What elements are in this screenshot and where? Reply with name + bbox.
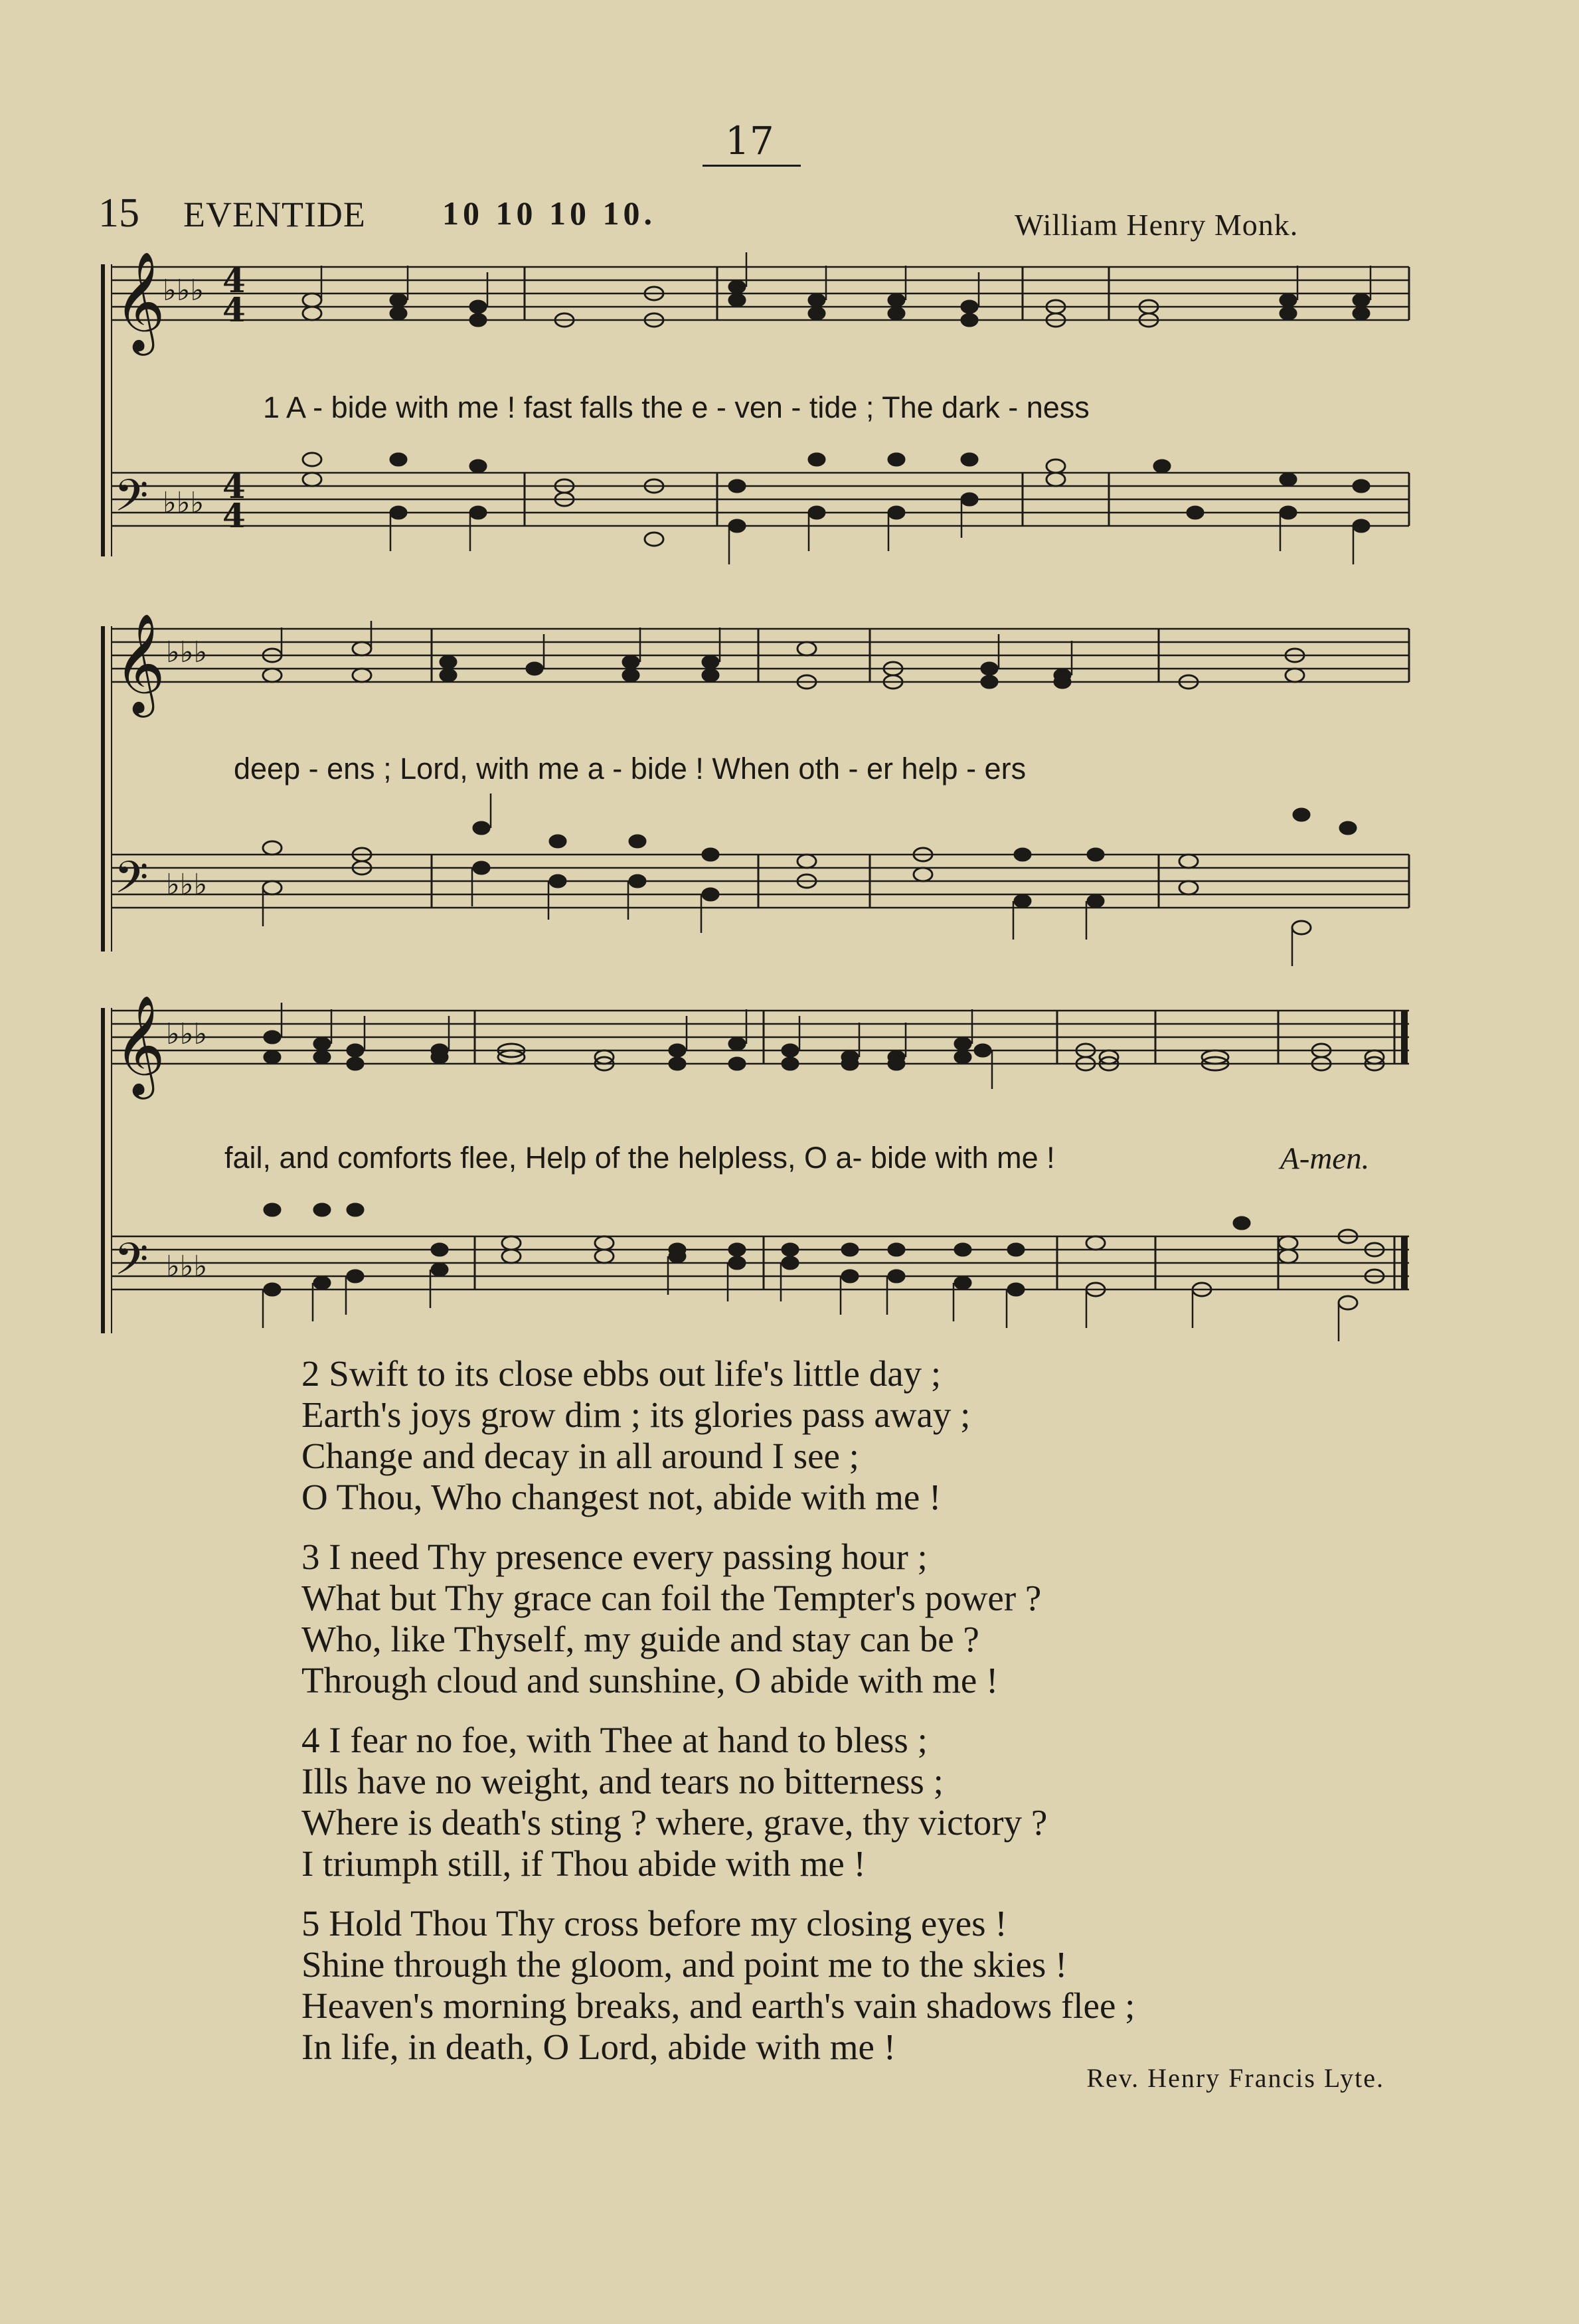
time-signature: 4 <box>222 496 246 535</box>
bass-staff <box>112 473 1409 526</box>
verse-line: Ills have no weight, and tears no bitterness ; <box>301 1761 944 1801</box>
verse-line: 4 I fear no foe, with Thee at hand to bless ; <box>301 1720 928 1760</box>
verse-line: Shine through the gloom, and point me to the skies ! <box>301 1944 1068 1985</box>
bass-staff <box>112 855 1409 908</box>
lyric-line-2: deep - ens ; Lord, with me a - bide ! When oth - er help - ers <box>234 752 1027 786</box>
time-signature: 4 <box>222 290 246 329</box>
key-signature-flats: ♭♭♭ <box>166 1017 208 1051</box>
verses <box>301 1353 1135 2086</box>
composer: William Henry Monk. <box>1015 208 1299 242</box>
hymn-number: 15 <box>98 191 139 236</box>
treble-clef-icon: 𝄞 <box>114 612 165 713</box>
verse-line: 2 Swift to its close ebbs out life's little day ; <box>301 1353 942 1394</box>
verse-line: What but Thy grace can foil the Tempter's power ? <box>301 1578 1042 1618</box>
lyric-line-3: fail, and comforts flee, Help of the helpless, O a- bide with me ! <box>224 1141 1055 1175</box>
page-number: 17 <box>725 118 774 163</box>
system-brace <box>101 626 112 952</box>
author: Rev. Henry Francis Lyte. <box>1086 2063 1384 2093</box>
verse-line: In life, in death, O Lord, abide with me ! <box>301 2027 896 2067</box>
bass-staff <box>112 1236 1409 1289</box>
verse-line: Where is death's sting ? where, grave, thy victory ? <box>301 1802 1048 1843</box>
verse-line: Who, like Thyself, my guide and stay can be ? <box>301 1619 979 1659</box>
score-system-2 <box>100 601 1428 973</box>
notes <box>263 642 1356 934</box>
final-barline <box>1401 1011 1408 1289</box>
time-signature: 4 <box>222 467 246 506</box>
verse-line: I triumph still, if Thou abide with me ! <box>301 1843 866 1884</box>
treble-staff <box>112 267 1409 320</box>
treble-clef-icon: 𝄞 <box>114 252 165 351</box>
time-signature: 4 <box>222 261 246 300</box>
verse-line: Change and decay in all around I see ; <box>301 1436 859 1476</box>
treble-staff <box>112 629 1409 682</box>
lyric-line-1: 1 A - bide with me ! fast falls the e - ven - tide ; The dark - ness <box>263 390 1090 424</box>
key-signature-flats: ♭♭♭ <box>163 274 205 307</box>
meter: 10 10 10 10. <box>442 195 656 232</box>
verse-line: 3 I need Thy presence every passing hour ; <box>301 1536 928 1577</box>
verse-3 <box>301 1536 1135 1701</box>
system-brace <box>101 1008 112 1333</box>
verse-line: 5 Hold Thou Thy cross before my closing eyes ! <box>301 1903 1007 1944</box>
verse-line: Earth's joys grow dim ; its glories pass away ; <box>301 1394 971 1435</box>
page-number-rule <box>703 165 801 167</box>
system-brace <box>101 264 112 556</box>
verse-line: Heaven's morning breaks, and earth's vain shadows flee ; <box>301 1985 1135 2026</box>
key-signature-flats-bass: ♭♭♭ <box>163 486 205 520</box>
verse-2 <box>301 1353 1135 1518</box>
verse-4 <box>301 1720 1135 1884</box>
bass-clef-icon: 𝄢 <box>114 470 149 532</box>
verse-line: O Thou, Who changest not, abide with me ! <box>301 1477 942 1517</box>
treble-clef-icon: 𝄞 <box>114 994 165 1095</box>
treble-staff <box>112 1011 1409 1064</box>
bass-clef-icon: 𝄢 <box>114 1234 149 1295</box>
key-signature-flats: ♭♭♭ <box>166 635 208 669</box>
verse-line: Through cloud and sunshine, O abide with me ! <box>301 1660 999 1701</box>
tune-name: EVENTIDE <box>183 195 366 234</box>
bass-clef-icon: 𝄢 <box>114 852 149 914</box>
stems <box>263 621 1292 966</box>
key-signature-flats-bass: ♭♭♭ <box>166 1250 208 1284</box>
verse-5 <box>301 1903 1135 2068</box>
amen: A-men. <box>1280 1141 1370 1176</box>
key-signature-flats-bass: ♭♭♭ <box>166 868 208 902</box>
